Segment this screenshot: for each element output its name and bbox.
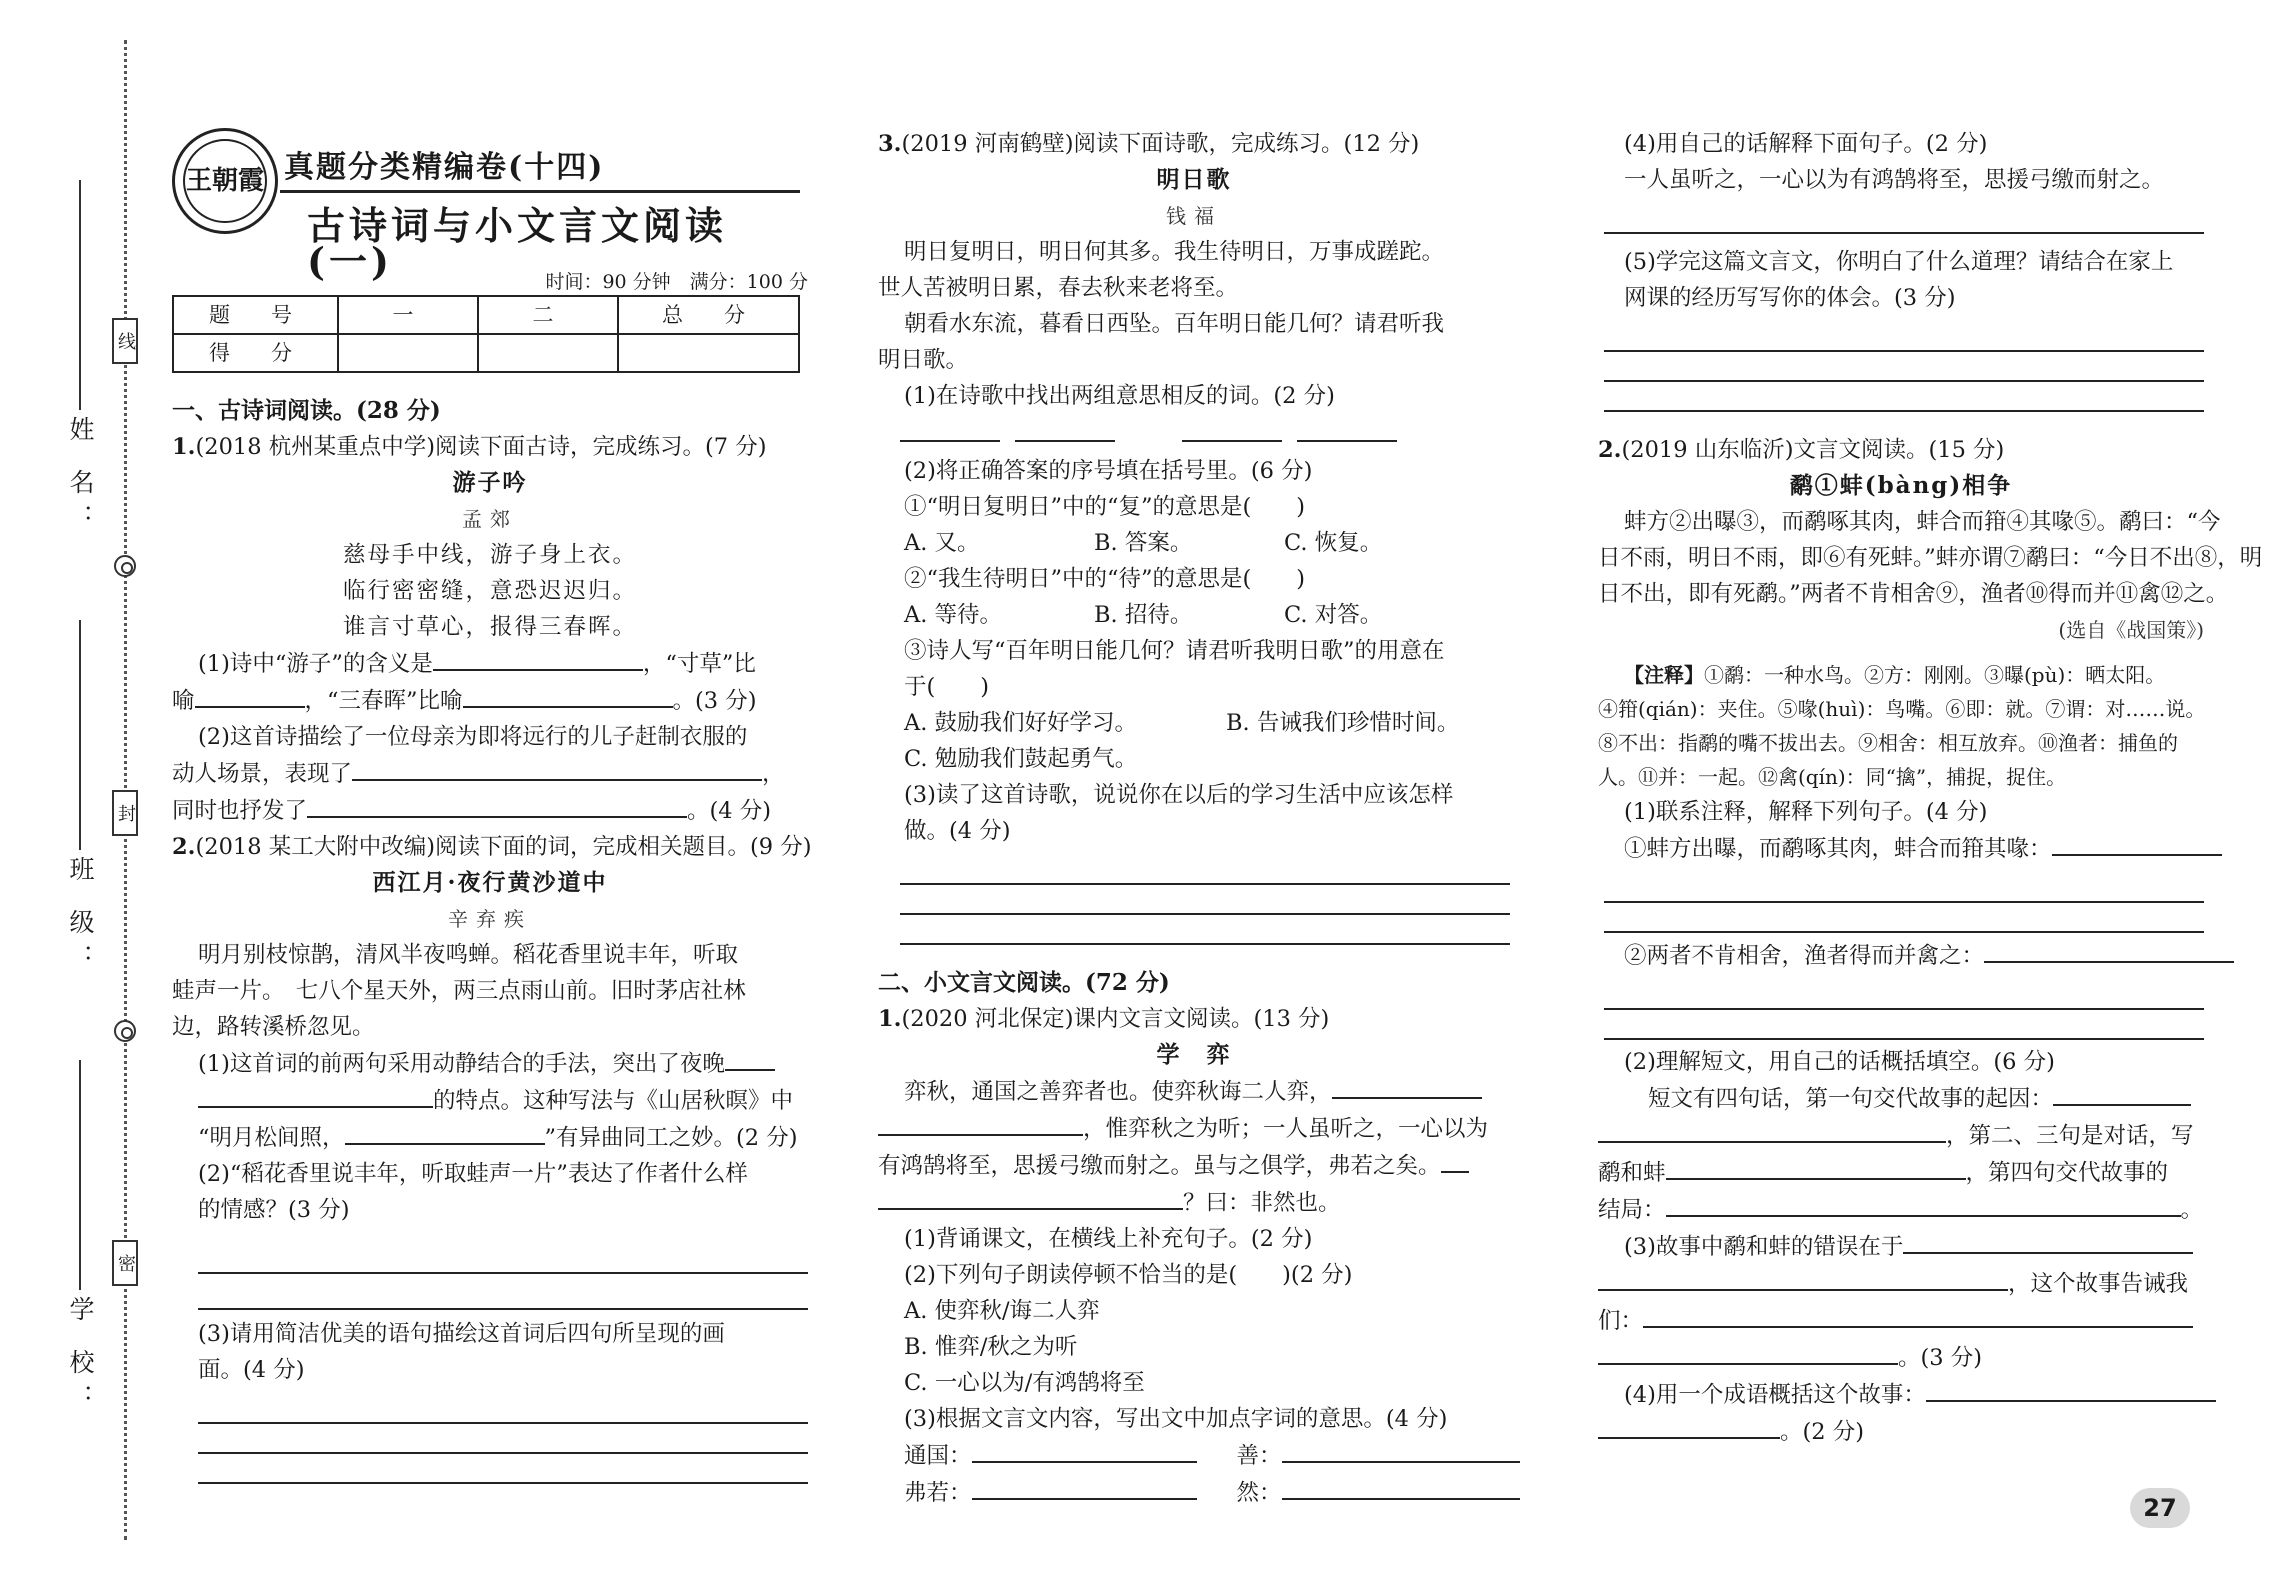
w2-1-1-text: ①蚌方出曝，而鹬啄其肉，蚌合而箝其喙：: [1624, 836, 2052, 862]
header-rule: [280, 190, 800, 193]
poem-line: 明月别枝惊鹊，清风半夜鸣蝉。稻花香里说丰年，听取: [198, 942, 739, 968]
q3-1-text: (1)在诗歌中找出两组意思相反的词。(2 分): [904, 383, 1335, 409]
w2-2-text: 鹬和蚌: [1598, 1160, 1666, 1186]
answer-line[interactable]: [1604, 382, 2204, 412]
poem-author: 孟郊: [462, 507, 518, 531]
q3-3-text: (3)读了这首诗歌，说说你在以后的学习生活中应该怎样: [904, 782, 1454, 808]
q1-1-text: 喻: [172, 688, 195, 714]
section-heading-2: 二、小文言文阅读。(72 分): [878, 969, 1170, 996]
answer-line[interactable]: [1604, 316, 2204, 352]
answer-line[interactable]: [1604, 1010, 2204, 1040]
option-a[interactable]: A. 使弈秋/诲二人弈: [904, 1298, 1100, 1324]
score-entry-cell[interactable]: [618, 334, 799, 372]
answer-line[interactable]: [1604, 352, 2204, 382]
question-3-heading: (2019 河南鹤壁)阅读下面诗歌，完成练习。(12 分): [901, 131, 1420, 157]
q2-1-text: (1)这首词的前两句采用动静结合的手法，突出了夜晚: [198, 1051, 725, 1077]
option-b[interactable]: B. 招待。: [1094, 602, 1193, 628]
score-cell: 二: [478, 296, 618, 334]
score-table-row: [173, 296, 799, 334]
q1-2-text: 动人场景，表现了: [172, 761, 353, 787]
question-1-heading: (2018 杭州某重点中学)阅读下面古诗，完成练习。(7 分): [195, 434, 767, 460]
answer-line[interactable]: [198, 1388, 808, 1424]
option-b[interactable]: B. 惟弈/秋之为听: [904, 1334, 1078, 1360]
option-c[interactable]: C. 勉励我们鼓起勇气。: [904, 746, 1138, 772]
answer-blank[interactable]: [2053, 1080, 2191, 1106]
q3-2-2-text: ②“我生待明日”中的“待”的意思是( ): [904, 566, 1306, 592]
q3-2-3-text: 于( ): [904, 674, 990, 700]
w2-4-text: 。(2 分): [1780, 1419, 1865, 1445]
answer-blank[interactable]: [1666, 1154, 1966, 1180]
term-label: 通国：: [904, 1443, 972, 1469]
w2-2-text: ，第二、三句是对话，写: [1946, 1123, 2194, 1149]
answer-blank[interactable]: [972, 1437, 1197, 1463]
text-title: 学 弈: [1156, 1041, 1232, 1068]
option-c[interactable]: C. 一心以为/有鸿鹄将至: [904, 1370, 1145, 1396]
option-c[interactable]: C. 恢复。: [1284, 530, 1383, 556]
answer-blank[interactable]: [1598, 1265, 2008, 1291]
answer-blank[interactable]: [463, 682, 673, 708]
w2-4-text: (4)用一个成语概括这个故事：: [1624, 1382, 1926, 1408]
note-label: 【注释】: [1624, 663, 1704, 687]
score-entry-cell[interactable]: [338, 334, 478, 372]
option-b[interactable]: B. 告诫我们珍惜时间。: [1226, 710, 1460, 736]
answer-blank[interactable]: [352, 755, 762, 781]
q1-1-text: ，“三春晖”比喻: [304, 688, 463, 714]
w1-4-text: (4)用自己的话解释下面句子。(2 分): [1624, 131, 1988, 157]
q1-2-text: (2)这首诗描绘了一位母亲为即将远行的儿子赶制衣服的: [198, 724, 748, 750]
school-underline[interactable]: [79, 1060, 81, 1290]
q2-1-text: 的特点。这种写法与《山居秋暝》中: [433, 1088, 794, 1114]
question-2-heading: (2018 某工大附中改编)阅读下面的词，完成相关题目。(9 分): [195, 834, 812, 860]
q2-2-text: (2)“稻花香里说丰年，听取蛙声一片”表达了作者什么样: [198, 1161, 748, 1187]
answer-blank[interactable]: [878, 1184, 1183, 1210]
q3-3-text: 做。(4 分): [904, 818, 1011, 844]
w2-2-text: ，第四句交代故事的: [1965, 1160, 2169, 1186]
poem-author: 钱福: [1166, 204, 1222, 228]
page-number: 27: [2130, 1488, 2190, 1528]
w2-3-text: (3)故事中鹬和蚌的错误在于: [1624, 1234, 1904, 1260]
question-number: 3.: [878, 131, 902, 157]
binding-coin-icon: [114, 555, 136, 577]
answer-blank[interactable]: [198, 1082, 433, 1108]
answer-blank[interactable]: [1666, 1191, 2181, 1217]
answer-line[interactable]: [198, 1424, 808, 1454]
name-underline[interactable]: [79, 180, 81, 410]
answer-blank[interactable]: [2052, 830, 2222, 856]
answer-blank[interactable]: [972, 1474, 1197, 1500]
school-label: 学 校：: [66, 1296, 95, 1419]
w2-2-text: 短文有四句话，第一句交代故事的起因：: [1648, 1086, 2054, 1112]
class-underline[interactable]: [79, 620, 81, 850]
q1-1-text: ，“寸草”比: [642, 651, 756, 677]
option-c[interactable]: C. 对答。: [1284, 602, 1383, 628]
binding-strip: [0, 0, 150, 1582]
term-label: 善：: [1236, 1443, 1282, 1469]
answer-blank[interactable]: [1926, 1376, 2216, 1402]
answer-line[interactable]: [198, 1238, 808, 1274]
q3-2-text: (2)将正确答案的序号填在括号里。(6 分): [904, 458, 1313, 484]
publisher-logo: [172, 128, 278, 234]
answer-line[interactable]: [198, 1274, 808, 1310]
question-number: 1.: [878, 1006, 902, 1032]
class-label: 班 级：: [66, 856, 95, 979]
q3-2-1-text: ①“明日复明日”中的“复”的意思是( ): [904, 494, 1306, 520]
answer-blank[interactable]: [1182, 416, 1282, 442]
answer-blank[interactable]: [1282, 1437, 1520, 1463]
poem-title: 明日歌: [1156, 166, 1232, 193]
binding-coin-icon: [114, 1020, 136, 1042]
series-title: 真题分类精编卷(十四): [284, 150, 605, 185]
q1-1-text: (1)诗中“游子”的含义是: [198, 651, 433, 677]
answer-line[interactable]: [1604, 867, 2204, 903]
answer-line[interactable]: [1604, 903, 2204, 933]
section-heading-1: 一、古诗词阅读。(28 分): [172, 397, 441, 424]
answer-blank[interactable]: [1332, 1073, 1482, 1099]
poem-line: 边，路转溪桥忽见。: [172, 1014, 375, 1040]
w2-2-text: (2)理解短文，用自己的话概括填空。(6 分): [1624, 1049, 2055, 1075]
poem-line: 谁言寸草心，报得三春晖。: [342, 614, 637, 640]
option-b[interactable]: B. 答案。: [1094, 530, 1193, 556]
answer-blank[interactable]: [725, 1045, 775, 1071]
exam-meta: 时间：90 分钟 满分：100 分: [545, 271, 808, 293]
page-title: 古诗词与小文言文阅读(一): [307, 203, 728, 284]
score-cell: 总 分: [618, 296, 799, 334]
binding-mark-secret: 密: [112, 1240, 138, 1286]
score-entry-cell[interactable]: [478, 334, 618, 372]
q2-3-text: (3)请用简洁优美的语句描绘这首词后四句所呈现的画: [198, 1321, 725, 1347]
name-label: 姓 名：: [66, 416, 95, 539]
poem-author: 辛弃疾: [448, 907, 532, 931]
poem-line: 慈母手中线，游子身上衣。: [342, 542, 637, 568]
answer-blank[interactable]: [195, 682, 305, 708]
q1-1-text: 。(3 分): [672, 688, 757, 714]
option-a[interactable]: A. 鼓励我们好好学习。: [904, 710, 1138, 736]
answer-blank[interactable]: [1598, 1339, 1898, 1365]
w1-1-text: (1)背诵课文，在横线上补充句子。(2 分): [904, 1226, 1313, 1252]
q2-3-text: 面。(4 分): [198, 1357, 305, 1383]
term-label: 弗若：: [904, 1480, 972, 1506]
w1-2-text: (2)下列句子朗读停顿不恰当的是( )(2 分): [904, 1262, 1353, 1288]
option-a[interactable]: A. 又。: [904, 530, 980, 556]
q1-2-text: 同时也抒发了: [172, 798, 308, 824]
poem-line: 临行密密缝，意恐迟迟归。: [342, 578, 637, 604]
w1-3-text: (3)根据文言文内容，写出文中加点字词的意思。(4 分): [904, 1406, 1448, 1432]
answer-line[interactable]: [1604, 198, 2204, 234]
score-cell: 题 号: [173, 296, 338, 334]
term-label: 然：: [1236, 1480, 1282, 1506]
text-title: 鹬①蚌(bàng)相争: [1789, 472, 2013, 499]
question-number: 1.: [172, 434, 196, 460]
text-line: 蚌方②出曝③，而鹬啄其肉，蚌合而箝④其喙⑤。鹬曰：“今: [1624, 509, 2221, 535]
answer-blank[interactable]: [1984, 937, 2234, 963]
score-table-row: [173, 334, 799, 372]
poem-title: 游子吟: [452, 469, 528, 496]
q1-2-text: 。(4 分): [687, 798, 772, 824]
answer-blank[interactable]: [1297, 416, 1397, 442]
answer-line[interactable]: [900, 849, 1510, 885]
binding-mark-line: 线: [112, 318, 138, 364]
answer-blank[interactable]: [900, 416, 1000, 442]
q2-1-text: ”有异曲同工之妙。(2 分): [544, 1125, 798, 1151]
answer-blank[interactable]: [1015, 416, 1115, 442]
class-field[interactable]: [60, 620, 100, 979]
wenyan-1-heading: (2020 河北保定)课内文言文阅读。(13 分): [901, 1006, 1330, 1032]
answer-blank[interactable]: [1282, 1474, 1520, 1500]
paper-header: [172, 128, 808, 293]
w2-3-text: 们：: [1598, 1308, 1644, 1334]
answer-blank[interactable]: [307, 792, 687, 818]
w2-3-text: 。(3 分): [1898, 1345, 1983, 1371]
w2-3-text: ，这个故事告诫我: [2008, 1271, 2189, 1297]
school-field[interactable]: [60, 1060, 100, 1419]
question-number: 2.: [172, 834, 196, 860]
answer-blank[interactable]: [1643, 1302, 2193, 1328]
note-line: ①鹬：一种水鸟。②方：刚刚。③曝(pù)：晒太阳。: [1704, 663, 2166, 687]
answer-blank[interactable]: [433, 645, 643, 671]
column-left: [172, 128, 812, 1484]
answer-blank[interactable]: [1598, 1117, 1946, 1143]
q2-2-text: 的情感？(3 分): [198, 1197, 350, 1223]
answer-blank[interactable]: [345, 1119, 545, 1145]
score-cell: 得 分: [173, 334, 338, 372]
poem-line: 明日歌。: [878, 347, 969, 373]
note-line: ④箝(qián)：夹住。⑤喙(huì)：鸟嘴。⑥即：就。⑦谓：对……说。: [1598, 697, 2206, 721]
text-line: 日不出，即有死鹬。”两者不肯相舍⑨，渔者⑩得而并⑪禽⑫之。: [1598, 581, 2229, 607]
text-line: 有鸿鹄将至，思援弓缴而射之。虽与之俱学，弗若之矣。: [878, 1153, 1441, 1179]
w2-2-text: 结局：: [1598, 1197, 1666, 1223]
name-field[interactable]: [60, 180, 100, 539]
text-line: ？曰：非然也。: [1183, 1190, 1341, 1216]
answer-line[interactable]: [900, 885, 1510, 915]
answer-blank[interactable]: [1598, 1413, 1780, 1439]
column-right: [1598, 126, 2263, 1450]
answer-line[interactable]: [1604, 974, 2204, 1010]
poem-line: 明日复明日，明日何其多。我生待明日，万事成蹉跎。: [904, 239, 1445, 265]
answer-blank[interactable]: [878, 1110, 1083, 1136]
column-middle: [878, 126, 1510, 1511]
q1-2-text: ，: [762, 761, 785, 787]
poem-line: 蛙声一片。 七八个星天外，两三点雨山前。旧时茅店社林: [172, 978, 746, 1004]
note-line: 人。⑪并：一起。⑫禽(qín)：同“擒”，捕捉，捉住。: [1598, 765, 2067, 789]
score-cell: 一: [338, 296, 478, 334]
logo-seal-text: 王朝霞: [183, 139, 267, 223]
text-line: ，惟弈秋之为听；一人虽听之，一心以为: [1083, 1116, 1489, 1142]
text-line: 日不雨，明日不雨，即⑥有死蚌。”蚌亦谓⑦鹬曰：“今日不出⑧，明: [1598, 545, 2263, 571]
w2-1-text: (1)联系注释，解释下列句子。(4 分): [1624, 799, 1988, 825]
w1-4-sentence: 一人虽听之，一心以为有鸿鹄将至，思援弓缴而射之。: [1624, 167, 2165, 193]
poem-line: 世人苦被明日累，春去秋来老将至。: [878, 275, 1239, 301]
answer-line[interactable]: [900, 915, 1510, 945]
poem-line: 朝看水东流，暮看日西坠。百年明日能几何？请君听我: [904, 311, 1445, 337]
score-table: [172, 295, 800, 373]
question-number: 2.: [1598, 437, 1622, 463]
answer-blank[interactable]: [1441, 1147, 1469, 1173]
wenyan-2-heading: (2019 山东临沂)文言文阅读。(15 分): [1621, 437, 2005, 463]
w1-5-text: (5)学完这篇文言文，你明白了什么道理？请结合在家上: [1624, 249, 2174, 275]
q2-1-text: “明月松间照，: [198, 1125, 345, 1151]
note-line: ⑧不出：指鹬的嘴不拔出去。⑨相舍：相互放弃。⑩渔者：捕鱼的: [1598, 731, 2178, 755]
q3-2-3-text: ③诗人写“百年明日能几何？请君听我明日歌”的用意在: [904, 638, 1445, 664]
w1-5-text: 网课的经历写写你的体会。(3 分): [1624, 285, 1956, 311]
option-a[interactable]: A. 等待。: [904, 602, 1003, 628]
text-source: (选自《战国策》): [2058, 618, 2204, 642]
answer-line[interactable]: [198, 1454, 808, 1484]
w2-2-text: 。: [2180, 1197, 2204, 1223]
answer-blank[interactable]: [1903, 1228, 2193, 1254]
poem-title: 西江月·夜行黄沙道中: [372, 869, 608, 896]
binding-mark-seal: 封: [112, 790, 138, 836]
w2-1-2-text: ②两者不肯相舍，渔者得而并禽之：: [1624, 943, 1985, 969]
text-line: 弈秋，通国之善弈者也。使弈秋诲二人弈，: [904, 1079, 1332, 1105]
